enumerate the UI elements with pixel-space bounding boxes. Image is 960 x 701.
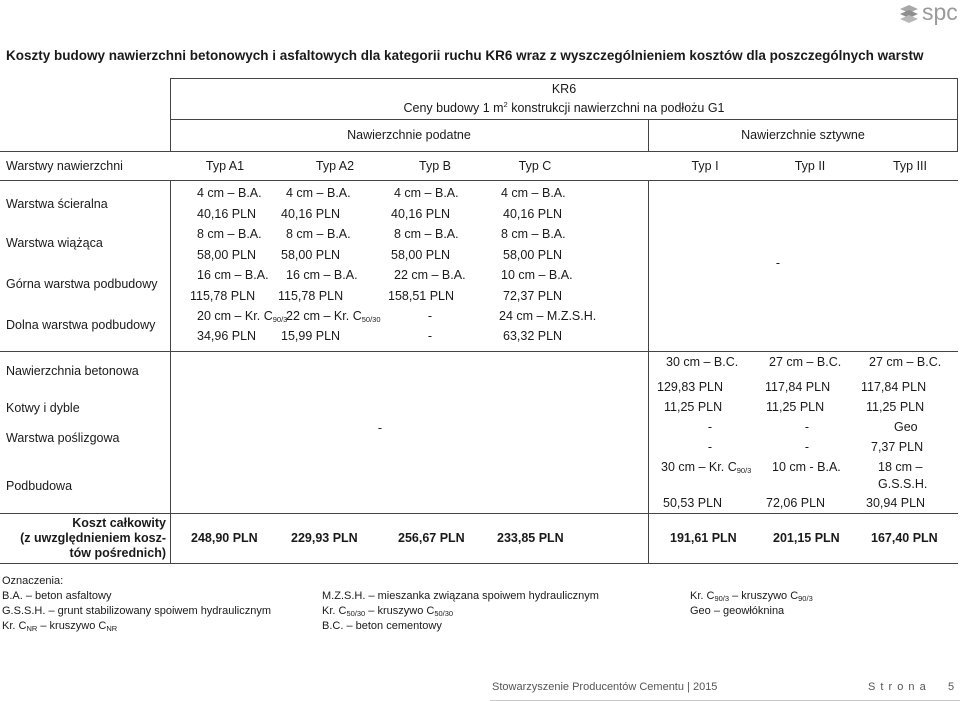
kr6-header: KR6	[551, 82, 577, 96]
flex-cell: 10 cm – B.A.	[501, 268, 573, 282]
type-ii-header: Typ II	[794, 159, 826, 173]
flex-cell: 8 cm – B.A.	[501, 227, 566, 241]
flex-cell: 40,16 PLN	[391, 207, 451, 221]
legend-text: Kr. C	[2, 620, 27, 632]
flex-cell: 158,51 PLN	[388, 289, 455, 303]
flex-cell: -	[427, 309, 433, 323]
total-value: 201,15 PLN	[773, 531, 840, 545]
total-value: 233,85 PLN	[497, 531, 564, 545]
flex-cell: 8 cm – B.A.	[394, 227, 459, 241]
spc-logo-icon	[898, 3, 920, 25]
row-label-subbase: Podbudowa	[6, 479, 73, 493]
rigid-cell: 117,84 PLN	[861, 380, 927, 394]
legend-text: – kruszywo C	[37, 620, 107, 632]
rigid-cell: 11,25 PLN	[664, 400, 723, 414]
row-label-slip: Warstwa poślizgowa	[6, 431, 120, 445]
flex-cell: -	[427, 329, 433, 343]
row-label-concrete: Nawierzchnia betonowa	[6, 364, 139, 378]
grid-line	[170, 78, 958, 79]
rigid-cell: Geo	[894, 420, 918, 434]
flex-cell: 4 cm – B.A.	[394, 186, 459, 200]
spc-logo	[898, 0, 960, 27]
price-header-text: Ceny budowy 1 m	[403, 101, 504, 116]
rigid-cell: 129,83 PLN	[657, 380, 724, 394]
rigid-empty-dash: -	[775, 256, 781, 270]
flex-cell: 40,16 PLN	[197, 207, 257, 221]
legend-text: Kr. C	[322, 605, 347, 617]
rigid-cell: 30,94 PLN	[866, 496, 926, 510]
rigid-cell: G.S.S.H.	[878, 477, 928, 491]
legend-sub: 50/30	[346, 609, 366, 618]
rigid-cell: 18 cm –	[878, 460, 923, 474]
flex-cell: 40,16 PLN	[281, 207, 341, 221]
rigid-cell: -	[804, 420, 810, 434]
legend-mzsh: M.Z.S.H. – mieszanka związana spoiwem hydraulicznym	[322, 590, 599, 602]
legend-gssh: G.S.S.H. – grunt stabilizowany spoiwem hydraulicznym	[2, 605, 271, 617]
rigid-cell: 117,84 PLN	[765, 380, 831, 394]
grid-line	[0, 563, 958, 564]
legend-ba: B.A. – beton asfaltowy	[2, 590, 112, 602]
legend-heading: Oznaczenia:	[2, 575, 64, 587]
type-a1-header: Typ A1	[205, 159, 245, 173]
flexible-header: Nawierzchnie podatne	[347, 128, 471, 142]
flex-cell	[197, 309, 287, 324]
price-header-text-2: konstrukcji nawierzchni na podłożu G1	[507, 101, 725, 116]
grid-line	[170, 119, 958, 120]
flex-cell: 115,78 PLN	[278, 289, 344, 303]
total-label-3: tów pośrednich)	[69, 546, 166, 560]
legend-text: – kruszywo C	[729, 590, 799, 602]
flex-cell-sub: 50/30	[361, 315, 381, 324]
legend-bc: B.C. – beton cementowy	[322, 620, 442, 632]
legend-text: Kr. C	[690, 590, 715, 602]
rigid-cell: 72,06 PLN	[766, 496, 826, 510]
grid-line	[0, 151, 958, 152]
row-label-wearing: Warstwa ścieralna	[6, 197, 108, 211]
document-title: Koszty budowy nawierzchni betonowych i asfaltowych dla kategorii ruchu KR6 wraz z wyszczególnieniem kosztów dla poszczególnych warstw	[6, 48, 924, 63]
footer-page-number: 5	[948, 681, 955, 693]
rigid-cell: 27 cm – B.C.	[869, 355, 942, 369]
layers-header: Warstwy nawierzchni	[6, 159, 123, 173]
rigid-cell-sub: 90/3	[736, 466, 752, 475]
row-label-upper-base: Górna warstwa podbudowy	[6, 277, 158, 291]
flex-cell: 115,78 PLN	[190, 289, 256, 303]
rigid-cell: 7,37 PLN	[871, 440, 924, 454]
flex-cell-text: 20 cm – Kr. C	[197, 309, 273, 323]
flex-cell: 58,00 PLN	[391, 248, 451, 262]
rigid-cell: 11,25 PLN	[866, 400, 925, 414]
legend-sub: NR	[106, 624, 118, 633]
flex-cell: 58,00 PLN	[503, 248, 563, 262]
total-value: 167,40 PLN	[871, 531, 938, 545]
rigid-cell-text: 30 cm – Kr. C	[661, 460, 737, 474]
rigid-cell: -	[804, 440, 810, 454]
grid-line	[170, 180, 171, 564]
rigid-cell: 30 cm – B.C.	[666, 355, 739, 369]
flex-cell: 63,32 PLN	[503, 329, 563, 343]
flexible-empty-dash: -	[377, 421, 383, 435]
type-iii-header: Typ III	[892, 159, 928, 173]
legend-sub: NR	[26, 624, 38, 633]
rigid-cell: 27 cm – B.C.	[769, 355, 842, 369]
legend-geo: Geo – geowłóknina	[690, 605, 785, 617]
footer-strona: S t r o n a	[868, 681, 927, 693]
flex-cell: 4 cm – B.A.	[197, 186, 262, 200]
legend-sub: 90/3	[714, 594, 730, 603]
rigid-cell: 10 cm - B.A.	[772, 460, 841, 474]
flex-cell: 15,99 PLN	[281, 329, 341, 343]
flex-cell: 16 cm – B.A.	[286, 268, 358, 282]
flex-cell-text: 22 cm – Kr. C	[286, 309, 362, 323]
total-label-1: Koszt całkowity	[72, 516, 166, 530]
rigid-cell: -	[707, 440, 713, 454]
flex-cell: 58,00 PLN	[281, 248, 341, 262]
rigid-header: Nawierzchnie sztywne	[741, 128, 865, 142]
total-value: 191,61 PLN	[670, 531, 737, 545]
flex-cell: 34,96 PLN	[197, 329, 257, 343]
rigid-cell	[661, 460, 751, 475]
flex-cell: 58,00 PLN	[197, 248, 257, 262]
grid-line	[0, 513, 958, 514]
legend-text: – kruszywo C	[365, 605, 435, 617]
flex-cell-sub: 90/3	[272, 315, 288, 324]
legend-kr90	[690, 590, 813, 603]
type-b-header: Typ B	[419, 159, 451, 173]
rigid-cell: -	[707, 420, 713, 434]
footer-org: Stowarzyszenie Producentów Cementu | 2015	[492, 681, 718, 693]
grid-line	[0, 351, 958, 352]
legend-kr50	[322, 605, 453, 618]
flex-cell: 40,16 PLN	[503, 207, 563, 221]
total-value: 229,93 PLN	[291, 531, 358, 545]
flex-cell: 24 cm – M.Z.S.H.	[499, 309, 597, 323]
type-c-header: Typ C	[518, 159, 552, 173]
flex-cell	[286, 309, 381, 324]
flex-cell: 72,37 PLN	[503, 289, 563, 303]
type-i-header: Typ I	[691, 159, 719, 173]
rigid-cell: 11,25 PLN	[766, 400, 825, 414]
legend-sub: 90/3	[798, 594, 813, 603]
flex-cell: 16 cm – B.A.	[197, 268, 269, 282]
flex-cell: 8 cm – B.A.	[197, 227, 262, 241]
row-label-dowels: Kotwy i dyble	[6, 401, 80, 415]
flex-cell: 4 cm – B.A.	[286, 186, 351, 200]
legend-kr-nr	[2, 620, 117, 633]
row-label-lower-base: Dolna warstwa podbudowy	[6, 318, 156, 332]
total-value: 256,67 PLN	[398, 531, 465, 545]
flex-cell: 4 cm – B.A.	[501, 186, 566, 200]
legend-sub: 50/30	[434, 609, 454, 618]
rigid-cell: 50,53 PLN	[663, 496, 723, 510]
total-label-2: (z uwzględnieniem kosz-	[20, 531, 166, 545]
flex-cell: 22 cm – B.A.	[394, 268, 466, 282]
grid-line	[648, 180, 649, 564]
flex-cell: 8 cm – B.A.	[286, 227, 351, 241]
total-value: 248,90 PLN	[191, 531, 258, 545]
price-header-sup: 2	[503, 100, 508, 109]
grid-line	[0, 180, 958, 181]
type-a2-header: Typ A2	[315, 159, 355, 173]
price-header	[170, 100, 958, 115]
logo-text: spc	[922, 0, 958, 25]
row-label-binder: Warstwa wiążąca	[6, 236, 103, 250]
